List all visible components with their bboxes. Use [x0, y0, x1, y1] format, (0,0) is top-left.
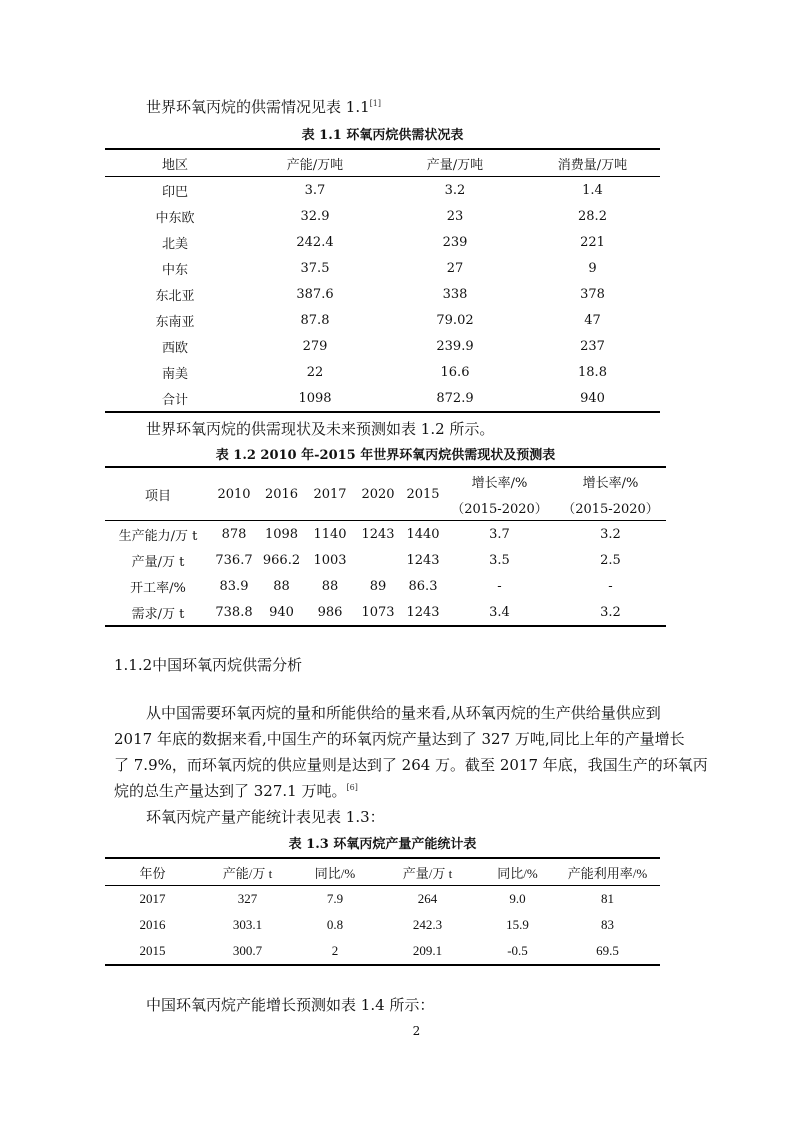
table1-cell: 387.6 [296, 286, 334, 302]
citation-ref-6: [6] [346, 783, 358, 792]
table1-cell: 3.7 [304, 182, 326, 198]
table1-cell: 239.9 [436, 338, 474, 354]
table2-cell: 生产能力/万 t [118, 528, 198, 544]
table1-cell: 中东欧 [155, 210, 195, 226]
table1-total-row [105, 385, 660, 412]
table2-cell: 940 [269, 604, 294, 620]
table2-cell: 1098 [264, 526, 299, 542]
table2-row [105, 573, 666, 599]
table1-cell: 940 [580, 390, 605, 406]
table1-cell: 79.02 [436, 312, 474, 328]
table3 [105, 857, 660, 966]
table3-header-cell: 年份 [105, 858, 200, 886]
table2-cell: 1243 [361, 526, 395, 542]
table1-cell: 47 [584, 312, 601, 328]
table1-cell: 872.9 [436, 390, 474, 406]
table1-cell: 242.4 [296, 234, 334, 250]
table2-cell: 966.2 [262, 552, 301, 568]
table2-cell: 738.8 [215, 604, 253, 620]
intro-table1-text: 世界环氧丙烷的供需情况见表 1.1 [146, 98, 370, 116]
table2-cell [354, 547, 402, 573]
table1-cell: 32.9 [300, 208, 330, 224]
table3-header-cell: 产量/万 t [375, 858, 480, 886]
table3-cell: -0.5 [507, 943, 528, 958]
table2-cell: 3.2 [600, 526, 621, 542]
table2-year-header: 2015 [402, 467, 444, 521]
table2-cell: 3.2 [600, 604, 621, 620]
intro-table1 [146, 96, 381, 117]
intro-table3: 环氧丙烷产量产能统计表见表 1.3： [146, 808, 385, 826]
table1-caption: 表 1.1 环氧丙烷供需状况表 [301, 128, 464, 143]
table1-header-cell: 消费量/万吨 [525, 149, 660, 177]
table3-row [105, 886, 660, 913]
table3-cell: 2015 [139, 943, 166, 958]
table2-row [105, 521, 666, 548]
intro-table4: 中国环氧丙烷产能增长预测如表 1.4 所示： [146, 996, 435, 1014]
table1-cell: 西欧 [161, 340, 188, 356]
table3-cell: 2016 [139, 917, 166, 932]
table3-header-cell: 产能利用率/% [555, 858, 660, 886]
table1-cell: 1.4 [582, 182, 603, 198]
table3-cell: 264 [417, 891, 438, 906]
table2-row [105, 547, 666, 573]
table2-cell: 开工率/% [130, 580, 186, 596]
table3-cell: 69.5 [596, 943, 619, 958]
table2-row [105, 599, 666, 626]
table1-cell: 378 [580, 286, 605, 302]
table1-cell: 东北亚 [155, 288, 195, 304]
table1-header-cell: 产量/万吨 [385, 149, 525, 177]
table2-header-row [105, 467, 666, 494]
table3-row [105, 912, 660, 938]
section-heading: 1.1.2中国环氧丙烷供需分析 [114, 656, 303, 674]
table3-cell: 2 [331, 943, 339, 958]
table2-cell: 1440 [406, 526, 440, 542]
table3-cell: 300.7 [232, 943, 263, 958]
table1-cell: 237 [580, 338, 605, 354]
table2-cell: 3.5 [489, 552, 510, 568]
table2-cell: 83.9 [219, 578, 249, 594]
table3-header-cell: 同比/% [295, 858, 375, 886]
table1-row [105, 333, 660, 359]
table2-caption: 表 1.2 2010 年-2015 年世界环氧丙烷供需现状及预测表 [215, 448, 556, 463]
page-number: 2 [412, 1024, 421, 1038]
table1-row [105, 229, 660, 255]
table1-row [105, 255, 660, 281]
table2-year-header: 2017 [306, 467, 354, 521]
table1-row [105, 177, 660, 204]
table1-header-cell: 产能/万吨 [245, 149, 385, 177]
table2-cell: 1243 [406, 604, 440, 620]
table2-cell: 3.4 [489, 604, 510, 620]
table2-cell: 1243 [406, 552, 440, 568]
table2-growth-range: （2015-2020） [444, 494, 555, 521]
table1-cell: 28.2 [578, 208, 607, 224]
citation-ref-1: [1] [369, 99, 381, 108]
table2-cell: 89 [369, 578, 387, 594]
table3-cell: 83 [601, 917, 614, 932]
table3-cell: 81 [601, 891, 614, 906]
table3-header-cell: 产能/万 t [200, 858, 295, 886]
table2-year-header: 2020 [354, 467, 402, 521]
table2 [105, 466, 666, 627]
table1-cell: 3.2 [444, 182, 466, 198]
table1-cell: 东南亚 [155, 314, 195, 330]
paragraph-line: 了 7.9%，而环氧丙烷的供应量则是达到了 264 万。截至 2017 年底，我国生产的环氧丙 [114, 756, 708, 774]
table3-cell: 9.0 [509, 891, 526, 906]
table1-cell: 9 [588, 260, 597, 276]
paragraph-line: 2017 年底的数据来看,中国生产的环氧丙烷产量达到了 327 万吨,同比上年的产量增长 [114, 730, 685, 748]
table3-cell: 2017 [139, 891, 166, 906]
table2-item-header: 项目 [105, 467, 211, 521]
table3-cell: 303.1 [232, 917, 263, 932]
table1-cell: 22 [306, 364, 324, 380]
table3-cell: 209.1 [412, 943, 443, 958]
table1-row [105, 359, 660, 385]
table1-cell: 16.6 [440, 364, 470, 380]
table1-row [105, 281, 660, 307]
table3-cell: 242.3 [412, 917, 443, 932]
table1-cell: 239 [442, 234, 468, 250]
table2-cell: 1140 [313, 526, 347, 542]
table1-row [105, 307, 660, 333]
table2-cell: 86.3 [408, 578, 438, 594]
table2-growth-range: （2015-2020） [555, 494, 666, 521]
table1-cell: 23 [446, 208, 464, 224]
table1-cell: 印巴 [161, 184, 188, 200]
table1-cell: 37.5 [300, 260, 330, 276]
table1-cell: 1098 [298, 390, 332, 406]
paragraph-last-line [114, 780, 358, 801]
table2-cell: 需求/万 t [131, 606, 185, 622]
table3-cell: 15.9 [506, 917, 529, 932]
table3-row [105, 938, 660, 965]
paragraph-line: 从中国需要环氧丙烷的量和所能供给的量来看,从环氧丙烷的生产供给量供应到 [146, 704, 661, 722]
table2-growth-header: 增长率/% [582, 475, 639, 491]
table1-cell: 18.8 [578, 364, 607, 380]
table3-header-cell: 同比/% [480, 858, 555, 886]
intro-table2: 世界环氧丙烷的供需现状及未来预测如表 1.2 所示。 [146, 420, 495, 438]
table1-cell: 合计 [161, 392, 188, 408]
table3-header-row [105, 858, 660, 886]
table2-cell: 2.5 [600, 552, 621, 568]
table3-cell: 7.9 [326, 891, 344, 906]
table2-cell: 1073 [361, 604, 395, 620]
table2-year-header: 2016 [257, 467, 306, 521]
table1-header-cell: 地区 [105, 149, 245, 177]
table1-cell: 北美 [161, 236, 188, 252]
table2-year-header: 2010 [211, 467, 257, 521]
table1-cell: 27 [446, 260, 464, 276]
table2-cell: 986 [317, 604, 343, 620]
table3-caption: 表 1.3 环氧丙烷产量产能统计表 [288, 837, 477, 852]
table1-cell: 南美 [161, 366, 188, 382]
table1 [105, 148, 660, 413]
table3-cell: 327 [237, 891, 258, 906]
table2-growth-header: 增长率/% [471, 475, 528, 491]
table2-cell: 88 [321, 578, 339, 594]
table1-cell: 279 [302, 338, 328, 354]
table1-cell: 221 [580, 234, 605, 250]
table1-cell: 338 [442, 286, 468, 302]
table1-cell: 87.8 [300, 312, 330, 328]
table2-cell: 88 [273, 578, 290, 594]
table2-cell: 736.7 [215, 552, 253, 568]
table3-cell: 0.8 [326, 917, 344, 932]
table2-cell: 1003 [313, 552, 347, 568]
table2-cell: 产量/万 t [131, 554, 185, 570]
table1-cell: 中东 [161, 262, 188, 278]
table2-cell: - [497, 578, 502, 594]
table2-cell: 878 [221, 526, 247, 542]
table1-header-row [105, 149, 660, 177]
table2-cell: 3.7 [489, 526, 510, 542]
paragraph-line: 烷的总生产量达到了 327.1 万吨。 [114, 782, 347, 800]
table2-cell: - [608, 578, 613, 594]
table1-row [105, 203, 660, 229]
